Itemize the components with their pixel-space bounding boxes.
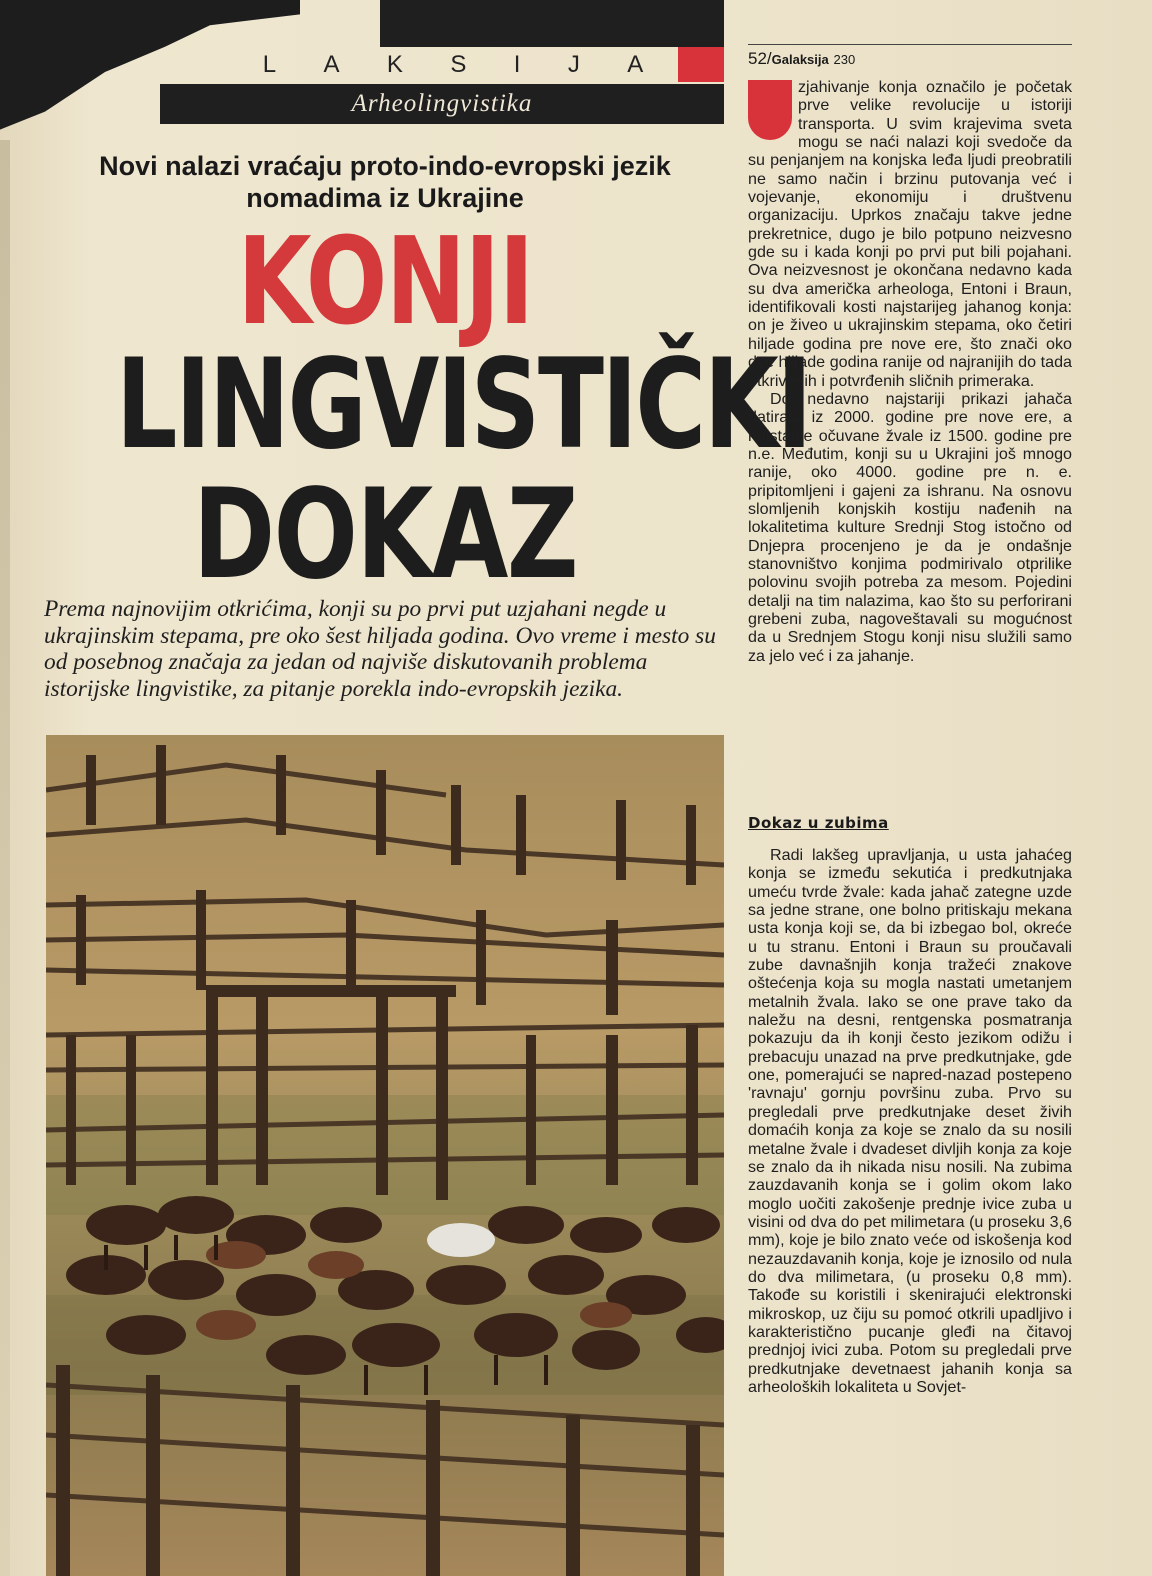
magazine-letter: A bbox=[323, 50, 342, 78]
headline-line-3: DOKAZ bbox=[192, 463, 578, 607]
section-band bbox=[160, 84, 724, 124]
paragraph: Radi lakšeg upravljanja, u usta jahaćeg konja se između sekutića i predkutnjaka umeću tvrde žvale: kada jahač zategne uzde sa jedne strane, one bolno pritiskaju mekana usta konja koji se, da bi izbegao bol, okreće u tu stranu. Entoni i Braun su proučavali zube davnašnjih konja tražeći znakove oštećenja koja su mogla nastati umetanjem metalnih žvala. Iako se one prave tako da naležu na desni, rentgenska posmatranja pokazuju da ih konji često jezikom odižu i prebacuju unazad na prve predkutnjake, gde one, pomerajući se napred-nazad postepeno 'ravnaju' gornju površinu zuba. Prvo su pregledali prve predkutnjake deset živih domaćih konja za koje se znalo da su nosili metalne žvale i dvadeset divljih konja za koje se znalo da ih nikada nisu nosili. Na zubima zauzdavanih konja se i golim okom lako moglo uočiti zakošenje prednje ivice zuba u visini od dva do pet milimetara (u proseku 3,6 mm), koje je bilo znato veće od iskošenja kod nezauzdavanih konja, koje je iznosilo od nula do dva milimetara, (u proseku 0,8 mm). Takođe su koristili i skenirajući elektronski mikroskop, uz čiju su pomoć otkrili upadljivo i karakteristično pucanje gleđi na čitavoj prednjoj ivici zuba. Potom su pregledali prve predkutnjake devetnaest jahanih konja sa arheoloških lokaliteta u Sovjet- bbox=[748, 846, 1072, 1396]
magazine-letter: S bbox=[450, 50, 469, 78]
page-number: 52/ bbox=[748, 49, 772, 68]
magazine-letter: I bbox=[513, 50, 523, 78]
drop-cap bbox=[748, 80, 792, 140]
article-lede: Prema najnovijim otkrićima, konji su po prvi put uzjahani negde u ukrajinskim stepama, pre oko šest hiljada godina. Ovo vreme i mesto su od posebnog značaja za jedan od najviše diskutovanih problema istorijske lingvistike, za pitanje porekla indo-evropskih jezika. bbox=[44, 596, 716, 702]
magazine-letter: A bbox=[627, 50, 646, 78]
magazine-name-bar bbox=[240, 47, 724, 82]
horses-corral-photo bbox=[46, 735, 724, 1576]
paragraph bbox=[748, 78, 1072, 390]
paragraph-text: zjahivanje konja označilo je početak prve velike revolucije u istoriji transporta. U svim krajevima sveta mogu se naći nalazi koji svedoče da su penjanjem na konjska leđa ljudi preobratili ne samo način i brzinu putovanja već i vojevanje, ekonomiju i društvenu organizaciju. Uprkos značaju takve jedne prekretnice, dugo je bilo potpuno neizvesno gde su i kada konji po prvi put bili pojahani. Ova neizvesnost je okončana nedavno kada su dva američka arheologa, Entoni i Braun, identifikovali kosti najstarijeg jahanog konja: on je živeo u ukrajinskim stepama, oko četiri hiljade godina pre nove ere, što znači oko dve hiljade godina ranije od najranijih do tada otkrivenih i potvrđenih sličnih primeraka. bbox=[748, 78, 1072, 390]
magazine-letter: J bbox=[567, 50, 582, 78]
red-accent-block bbox=[678, 47, 724, 82]
section-title: Arheolingvistika bbox=[351, 90, 533, 117]
page-edge bbox=[0, 140, 10, 1576]
subheading: Dokaz u zubima bbox=[748, 814, 889, 832]
page-header bbox=[748, 49, 855, 69]
headline-line-2: LINGVISTIČKI bbox=[115, 333, 811, 477]
article-column-top bbox=[748, 78, 1072, 665]
magazine-letters bbox=[240, 51, 678, 79]
magazine-letter: K bbox=[386, 50, 405, 78]
article-column-bottom bbox=[748, 846, 1072, 1396]
header-black-block bbox=[380, 0, 724, 47]
issue-number: 230 bbox=[833, 52, 856, 67]
photo-illustration bbox=[46, 735, 724, 1576]
header-rule bbox=[748, 44, 1072, 45]
magazine-letter: L bbox=[262, 50, 279, 78]
paragraph: Do nedavno najstariji prikazi jahača datiraju iz 2000. godine pre nove ere, a najstarije očuvane žvale iz 1500. godine pre n.e. Međutim, konji su u Ukrajini još mnogo ranije, oko 4000. godine pre n. e. pripitomljeni i gajeni za ishranu. Na osnovu slomljenih konjskih kostiju nađenih na lokalitetima kulture Srednji Stog istočno od Dnjepra procenjeno je da je ondašnje stanovništvo konjima podmirivalo otprilike polovinu svojih potreba za mesom. Pojedini detalji na tim nalazima, kao što su perforirani grebeni zuba, nagoveštavali su mogućnost da u Srednjem Stogu konji nisu služili samo za jelo već i za jahanje. bbox=[748, 389, 1072, 665]
article-subtitle: Novi nalazi vraćaju proto-indo-evropski jezik nomadima iz Ukrajine bbox=[99, 151, 671, 213]
magazine-name: Galaksija bbox=[771, 52, 829, 67]
headline-line-1: KONJI bbox=[237, 213, 533, 352]
